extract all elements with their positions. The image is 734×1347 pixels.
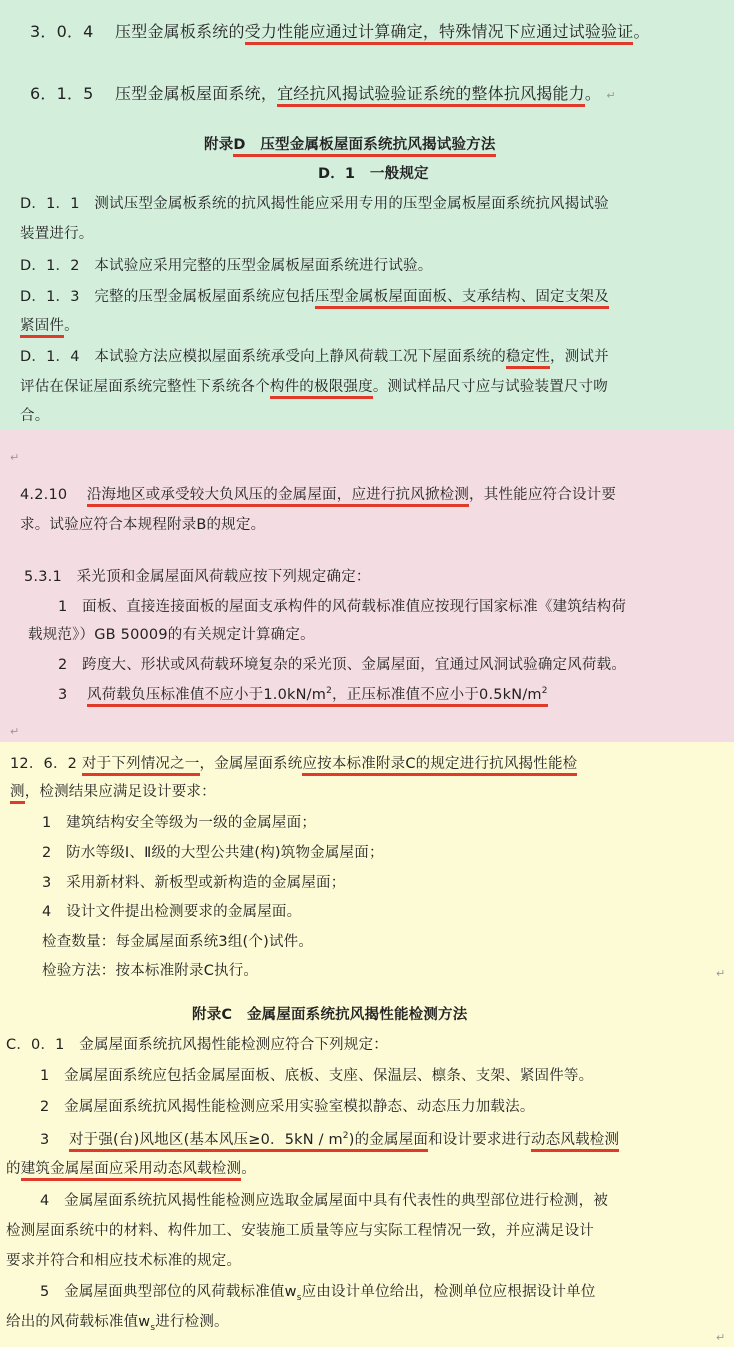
- c-item-4-line1: 4 金属屋面系统抗风揭性能检测应选取金属屋面中具有代表性的典型部位进行检测，被: [40, 1193, 609, 1209]
- check-method: 检验方法：按本标准附录C执行。: [42, 963, 259, 979]
- clause-text: 评估在保证屋面系统完整性下系统各个: [20, 379, 270, 395]
- clause-text: 压型金属板系统的: [115, 22, 245, 41]
- underlined-text: 沿海地区或承受较大负风压的金属屋面，应进行抗风掀检测: [87, 487, 469, 507]
- item1-line1: 1 面板、直接连接面板的屋面支承构件的风荷载标准值应按现行国家标准《建筑结构荷: [58, 599, 627, 615]
- clause-4-2-10-line2: 求。试验应符合本规程附录B的规定。: [20, 517, 266, 533]
- superscript: 2: [326, 686, 333, 697]
- item-number: 3: [40, 1132, 50, 1148]
- clause-text: 。: [633, 22, 650, 41]
- item3: [58, 685, 548, 705]
- underlined-text: 压型金属板屋面面板、支承结构、固定支架及: [315, 289, 609, 309]
- c-item-3-line2: [6, 1159, 256, 1179]
- c3-part-b: )的金属屋面: [348, 1132, 429, 1148]
- appendix-d-title: [204, 135, 496, 155]
- item3-part-a: 风荷载负压标准值不应小于1.0kN/m: [86, 687, 327, 703]
- clause-d-1-4-line1: [20, 347, 609, 367]
- c-item-4-line2: 检测屋面系统中的材料、构件加工、安装施工质量等应与实际工程情况一致，并应满足设计: [6, 1223, 594, 1239]
- c-item-2: 2 金属屋面系统抗风揭性能检测应采用实验室模拟静态、动态压力加载法。: [40, 1099, 535, 1115]
- clause-d-1-3-line2: [20, 316, 79, 336]
- clause-number: 6．1．5: [30, 84, 94, 103]
- check-quantity: 检查数量：每金属屋面系统3组(个)试件。: [42, 934, 314, 950]
- clause-text: 。: [241, 1161, 256, 1177]
- underlined-text: [87, 687, 548, 707]
- clause-d-1-3-line1: [20, 287, 609, 307]
- clause-text: ，其性能应符合设计要: [469, 487, 617, 503]
- appendix-label: 附录: [204, 137, 234, 153]
- clause-text: ，测试并: [550, 349, 609, 365]
- list-item-3: 3 采用新材料、新板型或新构造的金属屋面；: [42, 875, 346, 891]
- list-item-4: 4 设计文件提出检测要求的金属屋面。: [42, 904, 302, 920]
- underlined-text: 稳定性: [506, 349, 550, 369]
- clause-d-1-1-line2: 装置进行。: [20, 226, 94, 242]
- clause-d-1-4-line2: [20, 377, 608, 397]
- c-item-4-line3: 要求并符合和相应技术标准的规定。: [6, 1253, 242, 1269]
- clause-text: 进行: [501, 1132, 531, 1148]
- item1-line2: 载规范》）GB 50009的有关规定计算确定。: [28, 627, 315, 643]
- underlined-text: 对于下列情况之一: [82, 756, 200, 776]
- clause-text: ，金属屋面系统: [199, 756, 303, 772]
- clause-number: 12．6．2: [10, 756, 78, 772]
- item-number: 3: [58, 687, 68, 703]
- list-item-2: 2 防水等级Ⅰ、Ⅱ级的大型公共建(构)筑物金属屋面；: [42, 845, 384, 861]
- clause-text: 。测试样品尺寸应与试验装置尺寸吻: [372, 379, 609, 395]
- underlined-text: 建筑金属屋面应采用动态风载检测: [21, 1161, 242, 1181]
- underlined-text: 宜经抗风揭试验验证系统的整体抗风揭能力: [277, 84, 585, 107]
- superscript: 2: [342, 1131, 349, 1142]
- list-item-1: 1 建筑结构安全等级为一级的金属屋面；: [42, 815, 317, 831]
- clause-c-0-1: C．0．1 金属屋面系统抗风揭性能检测应符合下列规定：: [6, 1037, 388, 1053]
- underlined-text: 受力性能应通过计算确定，特殊情况下应通过试验验证: [245, 22, 634, 45]
- clause-12-6-2-line1: [10, 754, 577, 774]
- clause-6-1-5: [30, 84, 616, 106]
- underlined-text: 构件的极限强度: [270, 379, 373, 399]
- clause-text: 的: [6, 1161, 21, 1177]
- underlined-text: 应按本标准附录C的规定进行抗风揭性能检: [302, 756, 577, 776]
- item3-part-b: ，正压标准值不应小于0.5kN/m: [332, 687, 542, 703]
- underlined-text: 动态风载检测: [531, 1132, 619, 1152]
- underlined-text: 紧固件: [20, 318, 64, 338]
- clause-d-1-1-line1: D．1．1 测试压型金属板系统的抗风揭性能应采用专用的压型金属板屋面系统抗风揭试验: [20, 196, 609, 212]
- c-item-1: 1 金属屋面系统应包括金属屋面板、底板、支座、保温层、檩条、支架、紧固件等。: [40, 1068, 594, 1084]
- clause-12-6-2-line2: [10, 782, 216, 802]
- return-mark: ↵: [606, 89, 616, 102]
- clause-text: 给出的风荷载标准值w: [6, 1314, 151, 1330]
- section-d1-title: D．1 一般规定: [318, 166, 429, 182]
- clause-number: 3．0．4: [30, 22, 94, 41]
- return-mark: ↵: [10, 451, 20, 464]
- clause-number: 4.2.10: [20, 487, 68, 503]
- return-mark: ↵: [716, 967, 726, 980]
- subscript: s: [150, 1322, 156, 1333]
- clause-text: D．1．4 本试验方法应模拟屋面系统承受向上静风荷载工况下屋面系统的: [20, 349, 506, 365]
- underlined-text: [69, 1132, 428, 1152]
- subscript: s: [296, 1292, 302, 1303]
- c3-part-a: 对于强(台)风地区(基本风压≥0．5kN / m: [68, 1132, 343, 1148]
- clause-5-3-1: 5.3.1 采光顶和金属屋面风荷载应按下列规定确定：: [24, 569, 371, 585]
- clause-3-0-4: [30, 22, 650, 42]
- clause-text: 5 金属屋面典型部位的风荷载标准值w: [40, 1284, 297, 1300]
- clause-text: ，检测结果应满足设计要求：: [24, 784, 216, 800]
- clause-text: 。: [64, 318, 79, 334]
- clause-text: 。: [584, 84, 602, 103]
- c-item-5-line1: [40, 1282, 596, 1302]
- clause-text: 和设计要求: [428, 1132, 502, 1148]
- superscript: 2: [541, 686, 548, 697]
- c-item-5-line2: [6, 1312, 229, 1332]
- clause-text: 应由设计单位给出，检测单位应根据设计单位: [301, 1284, 596, 1300]
- clause-d-1-4-line3: 合。: [20, 408, 50, 424]
- pink-panel: [0, 430, 734, 742]
- clause-d-1-2: D．1．2 本试验应采用完整的压型金属板屋面系统进行试验。: [20, 258, 433, 274]
- green-panel: [0, 0, 734, 430]
- clause-text: 压型金属板屋面系统，: [115, 84, 278, 103]
- clause-4-2-10-line1: [20, 485, 616, 505]
- return-mark: ↵: [10, 725, 20, 738]
- underlined-text: 测: [10, 784, 25, 804]
- item2: 2 跨度大、形状或风荷载环境复杂的采光顶、金属屋面，宜通过风洞试验确定风荷载。: [58, 657, 627, 673]
- return-mark: ↵: [716, 1331, 726, 1344]
- yellow-panel: [0, 742, 734, 1347]
- c-item-3-line1: [40, 1130, 619, 1150]
- clause-text: 进行检测。: [155, 1314, 229, 1330]
- appendix-c-title: 附录C 金属屋面系统抗风揭性能检测方法: [192, 1007, 468, 1023]
- underlined-text: D 压型金属板屋面系统抗风揭试验方法: [233, 137, 495, 157]
- clause-text: D．1．3 完整的压型金属板屋面系统应包括: [20, 289, 315, 305]
